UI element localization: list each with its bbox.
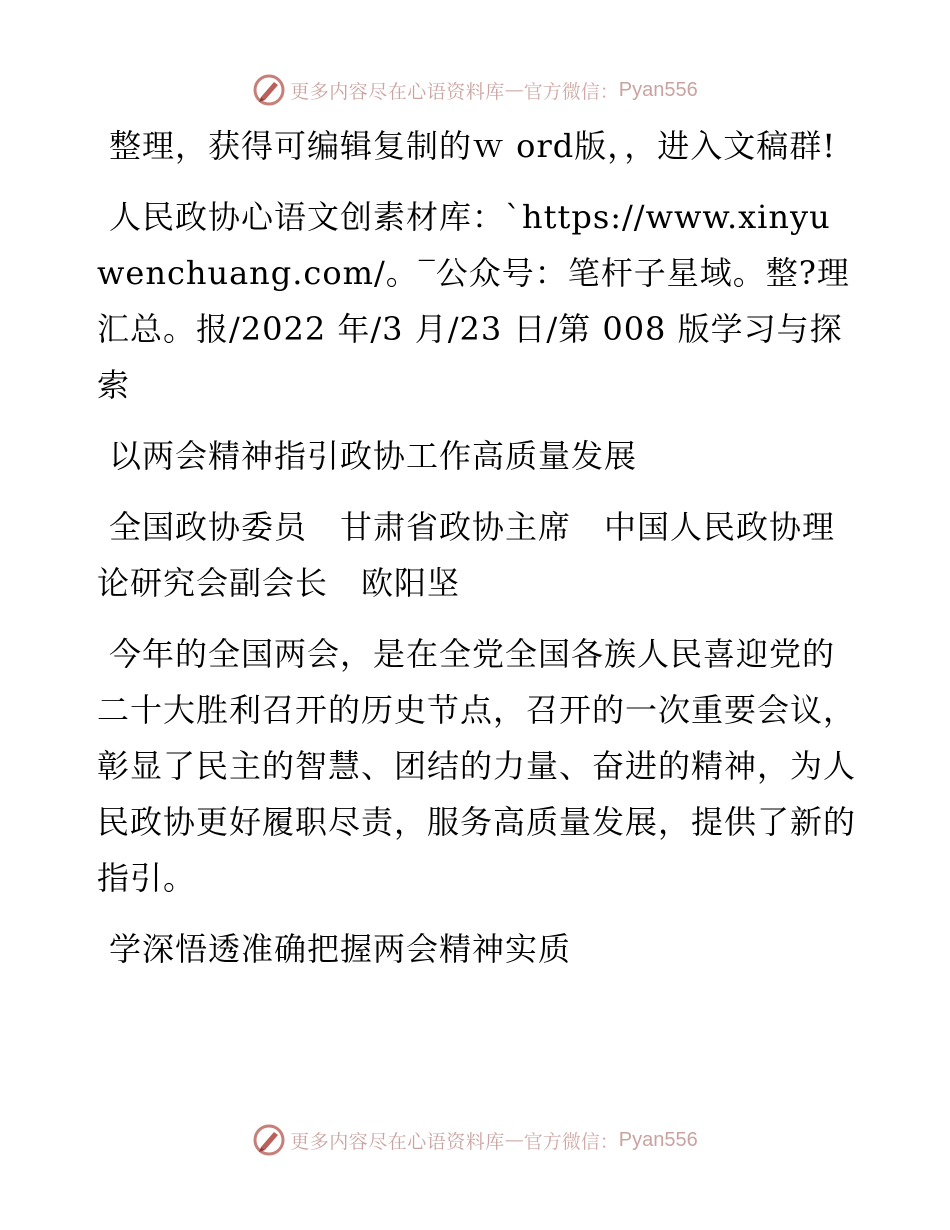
watermark-wechat-id: Pyan556 bbox=[618, 1128, 698, 1151]
watermark-wechat-label: 官方微信： bbox=[523, 1130, 619, 1153]
watermark-separator: — bbox=[504, 1129, 524, 1151]
section-heading: 学深悟透准确把握两会精神实质 bbox=[109, 930, 572, 968]
document-body bbox=[97, 118, 857, 977]
author-line: 全国政协委员 甘肃省政协主席 中国人民政协理论研究会副会长 欧阳坚 bbox=[97, 508, 836, 602]
article-title: 以两会精神指引政协工作高质量发展 bbox=[109, 437, 638, 475]
watermark-text: 更多内容尽在心语资料库 bbox=[290, 1130, 505, 1153]
watermark-wechat-id: Pyan556 bbox=[618, 78, 698, 101]
paragraph-body: 今年的全国两会，是在全党全国各族人民喜迎党的二十大胜利召开的历史节点，召开的一次重要会议，彰显了民主的智慧、团结的力量、奋进的精神，为人民政协更好履职尽责，服务高质量发展，提供了新的指引。 bbox=[97, 635, 857, 897]
watermark-text: 更多内容尽在心语资料库 bbox=[290, 80, 505, 103]
watermark-separator: — bbox=[504, 79, 524, 101]
header-watermark bbox=[0, 70, 950, 110]
pen-logo-icon bbox=[252, 1123, 286, 1157]
pen-logo-icon bbox=[252, 73, 286, 107]
paragraph-source: 人民政协心语文创素材库：`https://www.xinyuwenchuang.com/。‾公众号：笔杆子星域。整?理汇总。报/2022 年/3 月/23 日/第 008 版学习与探索 bbox=[97, 198, 850, 404]
footer-watermark bbox=[0, 1120, 950, 1160]
paragraph-intro: 整理，获得可编辑复制的ｗ ord版，，进入文稿群! bbox=[109, 127, 837, 165]
watermark-wechat-label: 官方微信： bbox=[523, 80, 619, 103]
